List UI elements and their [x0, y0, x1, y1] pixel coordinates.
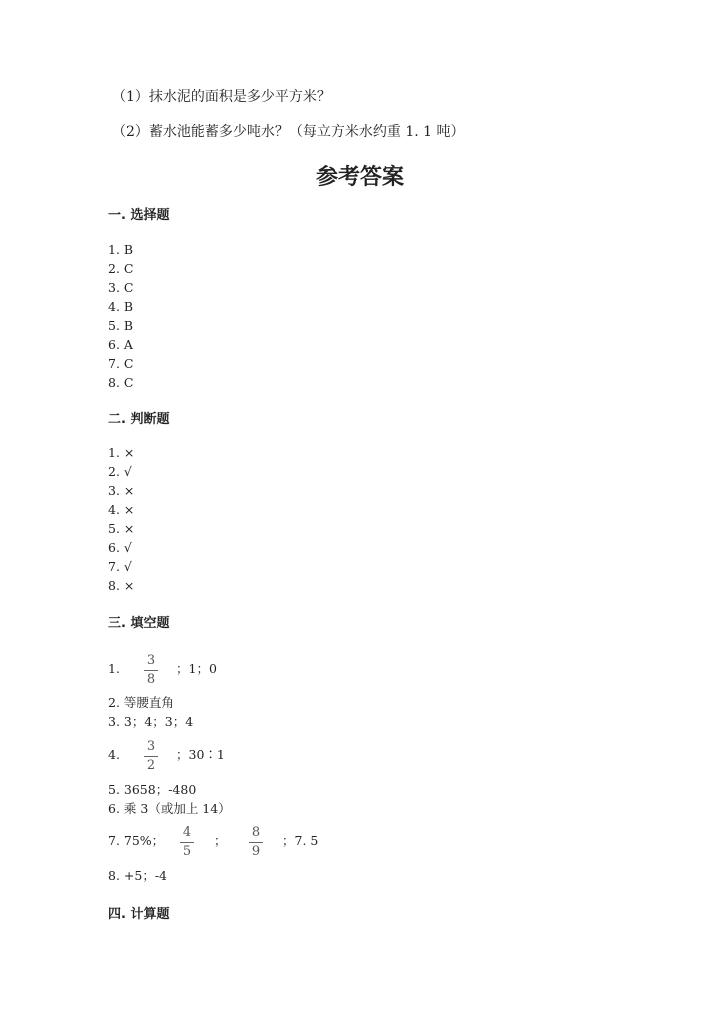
fraction	[249, 826, 263, 859]
list-item: 5. ×	[108, 521, 135, 536]
list-item: 6. √	[108, 540, 132, 555]
fraction-numerator: 3	[146, 739, 156, 754]
fill-item-3: 3. 3；4；3；4	[108, 714, 194, 729]
section-heading-fill: 三. 填空题	[108, 616, 170, 631]
fill-item-1-suffix: ；1；0	[176, 661, 217, 676]
fill-item-6: 6. 乘 3（或加上 14）	[108, 801, 231, 816]
question-2: （2）蓄水池能蓄多少吨水？（每立方米水约重 1. 1 吨）	[112, 124, 465, 140]
fraction-numerator: 8	[251, 825, 261, 840]
list-item: 8. ×	[108, 578, 135, 593]
list-item: 3. ×	[108, 483, 135, 498]
fill-item-8: 8. +5；-4	[108, 868, 168, 883]
fraction-numerator: 4	[182, 825, 192, 840]
fraction-denominator: 9	[251, 844, 261, 859]
choice-answer-list	[108, 240, 133, 392]
fraction-bar	[180, 842, 194, 843]
fraction	[144, 654, 158, 687]
fraction	[180, 826, 194, 859]
fill-item-4-suffix: ；30∶1	[176, 747, 225, 762]
section-heading-calc: 四. 计算题	[108, 907, 170, 922]
fill-item-7-suffix: ；7. 5	[282, 833, 319, 848]
list-item: 6. A	[108, 337, 133, 352]
list-item: 1. B	[108, 242, 134, 257]
fill-item-1-prefix: 1.	[108, 661, 120, 676]
list-item: 3. C	[108, 280, 134, 295]
list-item: 7. √	[108, 559, 132, 574]
list-item: 8. C	[108, 375, 134, 390]
list-item: 5. B	[108, 318, 134, 333]
question-1: （1）抹水泥的面积是多少平方米？	[112, 89, 331, 105]
fraction-bar	[249, 842, 263, 843]
list-item: 7. C	[108, 356, 134, 371]
fraction-numerator: 3	[146, 653, 156, 668]
judge-answer-list	[108, 443, 134, 595]
fraction-denominator: 2	[146, 758, 156, 773]
fill-item-2: 2. 等腰直角	[108, 695, 174, 710]
section-heading-judge: 二. 判断题	[108, 412, 170, 427]
fill-item-5: 5. 3658；-480	[108, 782, 197, 797]
fraction-denominator: 8	[146, 672, 156, 687]
answer-title: 参考答案	[315, 164, 404, 190]
fraction-bar	[144, 756, 158, 757]
fraction	[144, 740, 158, 773]
list-item: 2. √	[108, 464, 132, 479]
fill-item-7-separator: ；	[214, 833, 227, 848]
fill-item-7-prefix: 7. 75%；	[108, 833, 165, 848]
fraction-denominator: 5	[182, 844, 192, 859]
fill-item-4-prefix: 4.	[108, 747, 120, 762]
section-heading-choice: 一. 选择题	[108, 208, 170, 223]
list-item: 4. B	[108, 299, 134, 314]
list-item: 1. ×	[108, 445, 135, 460]
list-item: 2. C	[108, 261, 134, 276]
fraction-bar	[144, 670, 158, 671]
list-item: 4. ×	[108, 502, 135, 517]
